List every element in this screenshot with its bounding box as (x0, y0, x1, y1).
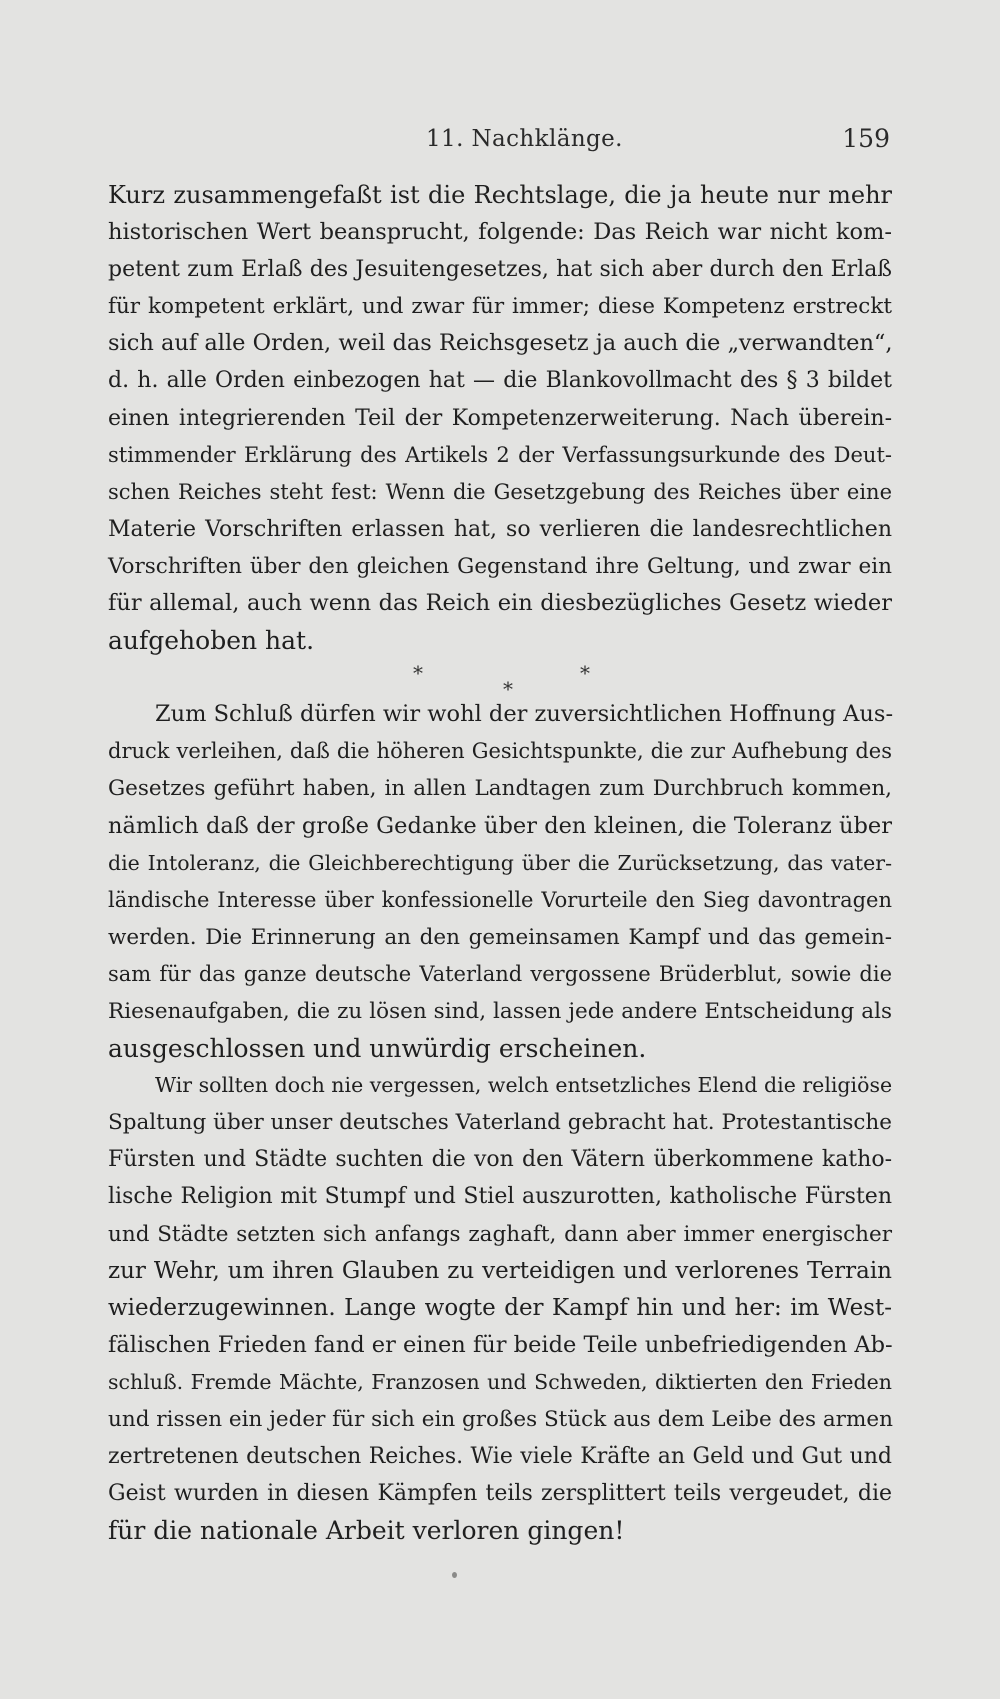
running-head (108, 122, 890, 162)
text-line: ausgeschlossen und unwürdig erscheinen. (108, 1034, 647, 1064)
text-line: fälischen Frieden fand er einen für beide Teile unbefriedigenden Ab- (108, 1331, 893, 1358)
asterisk: * (413, 661, 423, 686)
section-separator (108, 659, 892, 702)
text-line: stimmender Erklärung des Artikels 2 der Verfassungsurkunde des Deut- (108, 442, 892, 467)
text-line: und rissen ein jeder für sich ein großes Stück aus dem Leibe des armen (108, 1407, 893, 1432)
text-line: zur Wehr, um ihren Glauben zu verteidigen und verlorenes Terrain (108, 1257, 892, 1284)
text-line: für die nationale Arbeit verloren gingen! (108, 1516, 625, 1546)
text-line: Kurz zusammengefaßt ist die Rechtslage, die ja heute nur mehr (108, 181, 892, 209)
text-line: Wir sollten doch nie vergessen, welch entsetzliches Elend die religiöse (155, 1073, 893, 1098)
text-line: nämlich daß der große Gedanke über den kleinen, die Toleranz über (108, 812, 892, 839)
text-line: sam für das ganze deutsche Vaterland vergossene Brüderblut, sowie die (108, 961, 892, 986)
text-line: Riesenaufgaben, die zu lösen sind, lassen jede andere Entscheidung als (108, 998, 892, 1024)
text-line: Spaltung über unser deutsches Vaterland gebracht hat. Protestantische (108, 1110, 892, 1136)
body-text (108, 177, 892, 1549)
text-line: einen integrierenden Teil der Kompetenzerweiterung. Nach überein- (108, 405, 892, 431)
text-line: wiederzugewinnen. Lange wogte der Kampf hin und her: im West- (108, 1294, 892, 1321)
text-line: Materie Vorschriften erlassen hat, so verlieren die landesrechtlichen (108, 516, 892, 542)
text-line: für allemal, auch wenn das Reich ein diesbezügliches Gesetz wieder (108, 590, 892, 617)
text-line: druck verleihen, daß die höheren Gesichtspunkte, die zur Aufhebung des (108, 739, 892, 764)
text-line: d. h. alle Orden einbezogen hat — die Blankovollmacht des § 3 bildet (108, 368, 892, 394)
asterisk: * (503, 677, 513, 702)
text-line: petent zum Erlaß des Jesuitengesetzes, hat sich aber durch den Erlaß (108, 257, 892, 283)
text-line: historischen Wert beansprucht, folgende: Das Reich war nicht kom- (108, 219, 892, 246)
text-line: Zum Schluß dürfen wir wohl der zuversichtlichen Hoffnung Aus- (155, 701, 894, 728)
asterisk: * (580, 661, 590, 686)
text-line: Gesetzes geführt haben, in allen Landtagen zum Durchbruch kommen, (108, 776, 892, 802)
text-line: Fürsten und Städte suchten die von den Vätern überkommene katho- (108, 1147, 892, 1173)
text-line: Vorschriften über den gleichen Gegenstand ihre Geltung, und zwar ein (108, 553, 892, 579)
text-line: ländische Interesse über konfessionelle Vorurteile den Sieg davontragen (108, 887, 892, 912)
text-line: lische Religion mit Stumpf und Stiel auszurotten, katholische Fürsten (108, 1184, 892, 1210)
text-line: schluß. Fremde Mächte, Franzosen und Schweden, diktierten den Frieden (108, 1369, 892, 1394)
page-number: 159 (842, 124, 890, 153)
text-line: sich auf alle Orden, weil das Reichsgesetz ja auch die „verwandten“, (108, 330, 893, 357)
text-line: die Intoleranz, die Gleichberechtigung über die Zurücksetzung, das vater- (108, 850, 892, 875)
chapter-title: 11. Nachklänge. (426, 126, 623, 152)
text-line: zertretenen deutschen Reiches. Wie viele Kräfte an Geld und Gut und (108, 1444, 892, 1470)
text-line: aufgehoben hat. (108, 626, 315, 656)
text-line: schen Reiches steht fest: Wenn die Gesetzgebung des Reiches über eine (108, 479, 892, 504)
text-line: Geist wurden in diesen Kämpfen teils zersplittert teils vergeudet, die (108, 1481, 892, 1507)
text-line: für kompetent erklärt, und zwar für immer; diese Kompetenz erstreckt (108, 294, 892, 320)
ink-speck (452, 1572, 457, 1578)
text-line: und Städte setzten sich anfangs zaghaft, dann aber immer energischer (108, 1221, 892, 1247)
text-line: werden. Die Erinnerung an den gemeinsamen Kampf und das gemein- (108, 924, 892, 950)
